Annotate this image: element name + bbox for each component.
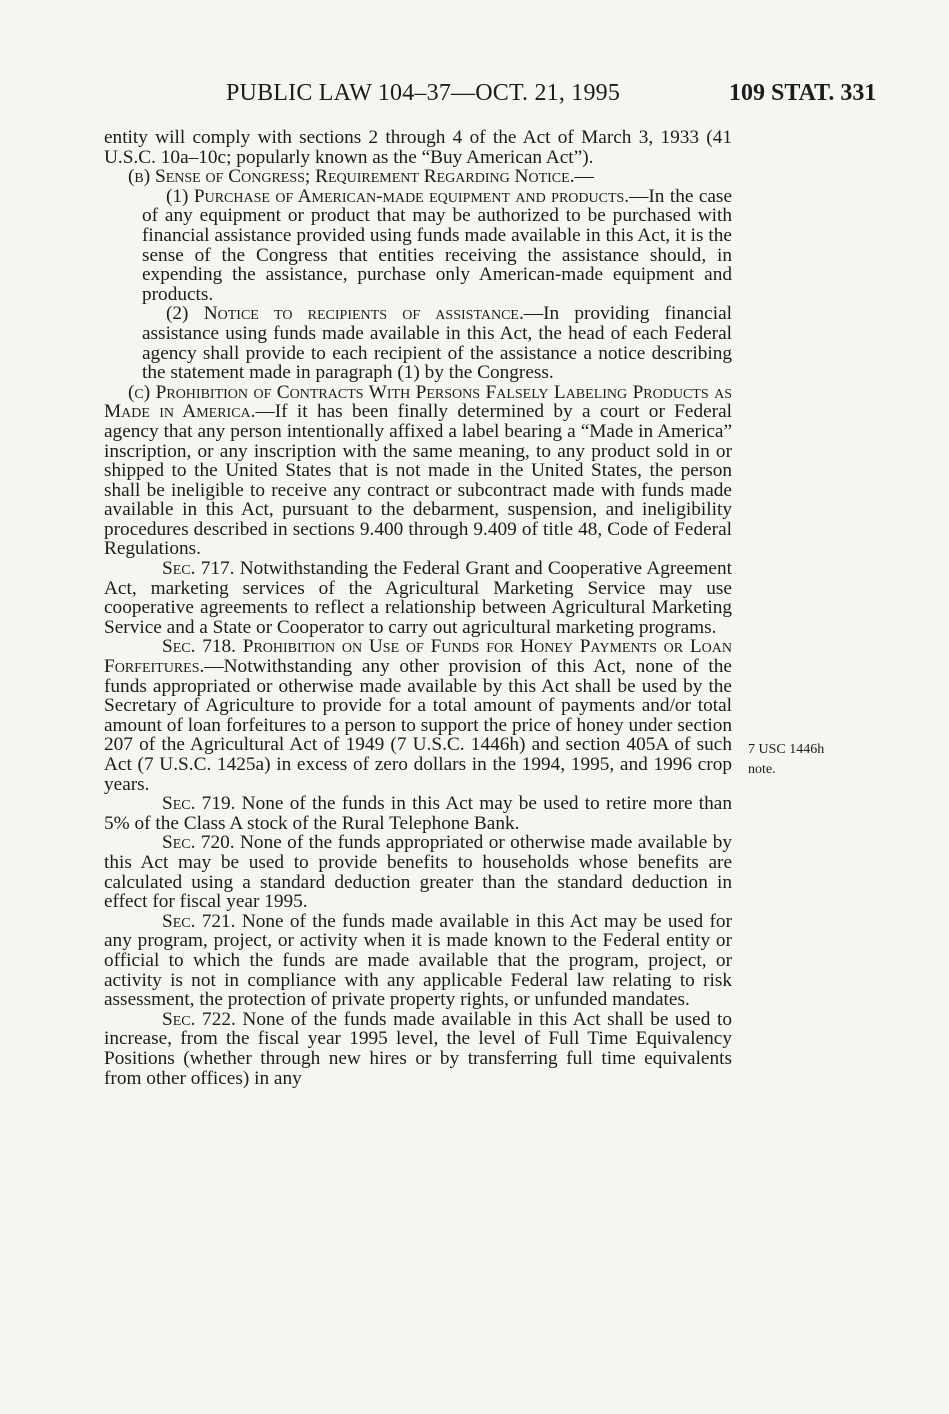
section-719 bbox=[104, 794, 732, 833]
paragraph-heading: (2) Notice to recipients of assistance. bbox=[166, 303, 524, 325]
section-720 bbox=[104, 833, 732, 911]
subsection-heading: (c) Prohibition of Contracts With Persons Falsely Labeling Products as Made in America. bbox=[104, 381, 732, 423]
section-718 bbox=[104, 637, 732, 794]
margin-citation-note bbox=[748, 740, 868, 780]
margin-citation: 7 USC 1446h bbox=[748, 742, 825, 757]
paragraph-continuation bbox=[104, 128, 732, 167]
section-label: Sec. 721. bbox=[162, 910, 236, 932]
section-label: Sec. 719. bbox=[162, 793, 236, 815]
section-722 bbox=[104, 1010, 732, 1088]
page-header bbox=[0, 80, 949, 112]
paragraph-heading: (1) Purchase of American-made equipment and products. bbox=[166, 185, 630, 207]
section-heading: Prohibition on Use of Funds for Honey Payments or Loan Forfeitures. bbox=[104, 636, 732, 678]
section-717 bbox=[104, 559, 732, 637]
paragraph-text: entity will comply with sections 2 through 4 of the Act of March 3, 1933 (41 U.S.C. 10a–10c; popularly known as the “Buy American Act”). bbox=[104, 127, 732, 168]
section-label: Sec. 717. bbox=[162, 558, 235, 580]
section-label: Sec. 718. bbox=[162, 636, 236, 658]
section-text: —Notwithstanding any other provision of this Act, none of the funds appropriated or otherwise made available by this Act shall be used by the Secretary of Agriculture to provide for a total amount of payments and/or total amount of loan forfeitures to a person to support the price of honey under section 207 of the Agricultural Act of 1949 (7 U.S.C. 1446h) and section 405A of such Act (7 U.S.C. 1425a) in excess of zero dollars in the 1994, 1995, and 1996 crop years. bbox=[104, 656, 732, 795]
section-label: Sec. 720. bbox=[162, 832, 235, 854]
header-page-number: 109 STAT. 331 bbox=[729, 80, 877, 106]
section-text: None of the funds made available in this Act may be used for any program, project, or activity when it is made known to the Federal entity or official to which the funds are made available that the program, project, or activity is not in compliance with any applicable Federal law relating to risk assessment, the protection of private property rights, or unfunded mandates. bbox=[104, 910, 732, 1011]
header-title: PUBLIC LAW 104–37—OCT. 21, 1995 bbox=[226, 80, 621, 106]
section-text: None of the funds made available in this Act shall be used to increase, from the fiscal year 1995 level, the level of Full Time Equivalency Positions (whether through new hires or by transferring full time equivalents from other offices) in any bbox=[104, 1008, 732, 1089]
document-body bbox=[104, 128, 732, 1088]
paragraph-notice-recipients bbox=[142, 304, 732, 382]
paragraph-text: —In the case of any equipment or product that may be authorized to be purchased with financial assistance provided using funds made available in this Act, it is the sense of the Congress that entities receiving the assistance should, in expending the assistance, purchase only American-made equipment and products. bbox=[142, 185, 732, 305]
margin-citation-suffix: note. bbox=[748, 762, 776, 777]
paragraph-sense-of-congress bbox=[104, 167, 732, 187]
section-text: Notwithstanding the Federal Grant and Cooperative Agreement Act, marketing services of the Agricultural Marketing Service may use cooperative agreements to reflect a relationship between Agricultural Marketing Service and a State or Cooperator to carry out agricultural marketing programs. bbox=[104, 558, 732, 638]
section-label: Sec. 722. bbox=[162, 1008, 236, 1030]
section-721 bbox=[104, 912, 732, 1010]
paragraph-text: —If it has been finally determined by a court or Federal agency that any person intentionally affixed a label bearing a “Made in America” inscription, or any inscription with the same meaning, to any product sold in or shipped to the United States that is not made in the United States, the person shall be ineligible to receive any contract or subcontract made with funds made available in this Act, pursuant to the debarment, suspension, and ineligibility procedures described in sections 9.400 through 9.409 of title 48, Code of Federal Regulations. bbox=[104, 401, 732, 560]
paragraph-prohibition-contracts bbox=[104, 383, 732, 559]
paragraph-text: —In providing financial assistance using funds made available in this Act, the head of each Federal agency shall provide to each recipient of the assistance a notice describing the statement made in paragraph (1) by the Congress. bbox=[142, 303, 732, 384]
subsection-heading: (b) Sense of Congress; Requirement Regarding Notice.— bbox=[128, 166, 594, 188]
section-text: None of the funds appropriated or otherwise made available by this Act may be used to provide benefits to households whose benefits are calculated using a standard deduction greater than the standard deduction in effect for fiscal year 1995. bbox=[104, 832, 732, 913]
section-text: None of the funds in this Act may be used to retire more than 5% of the Class A stock of the Rural Telephone Bank. bbox=[104, 793, 733, 834]
paragraph-purchase-american bbox=[142, 187, 732, 305]
